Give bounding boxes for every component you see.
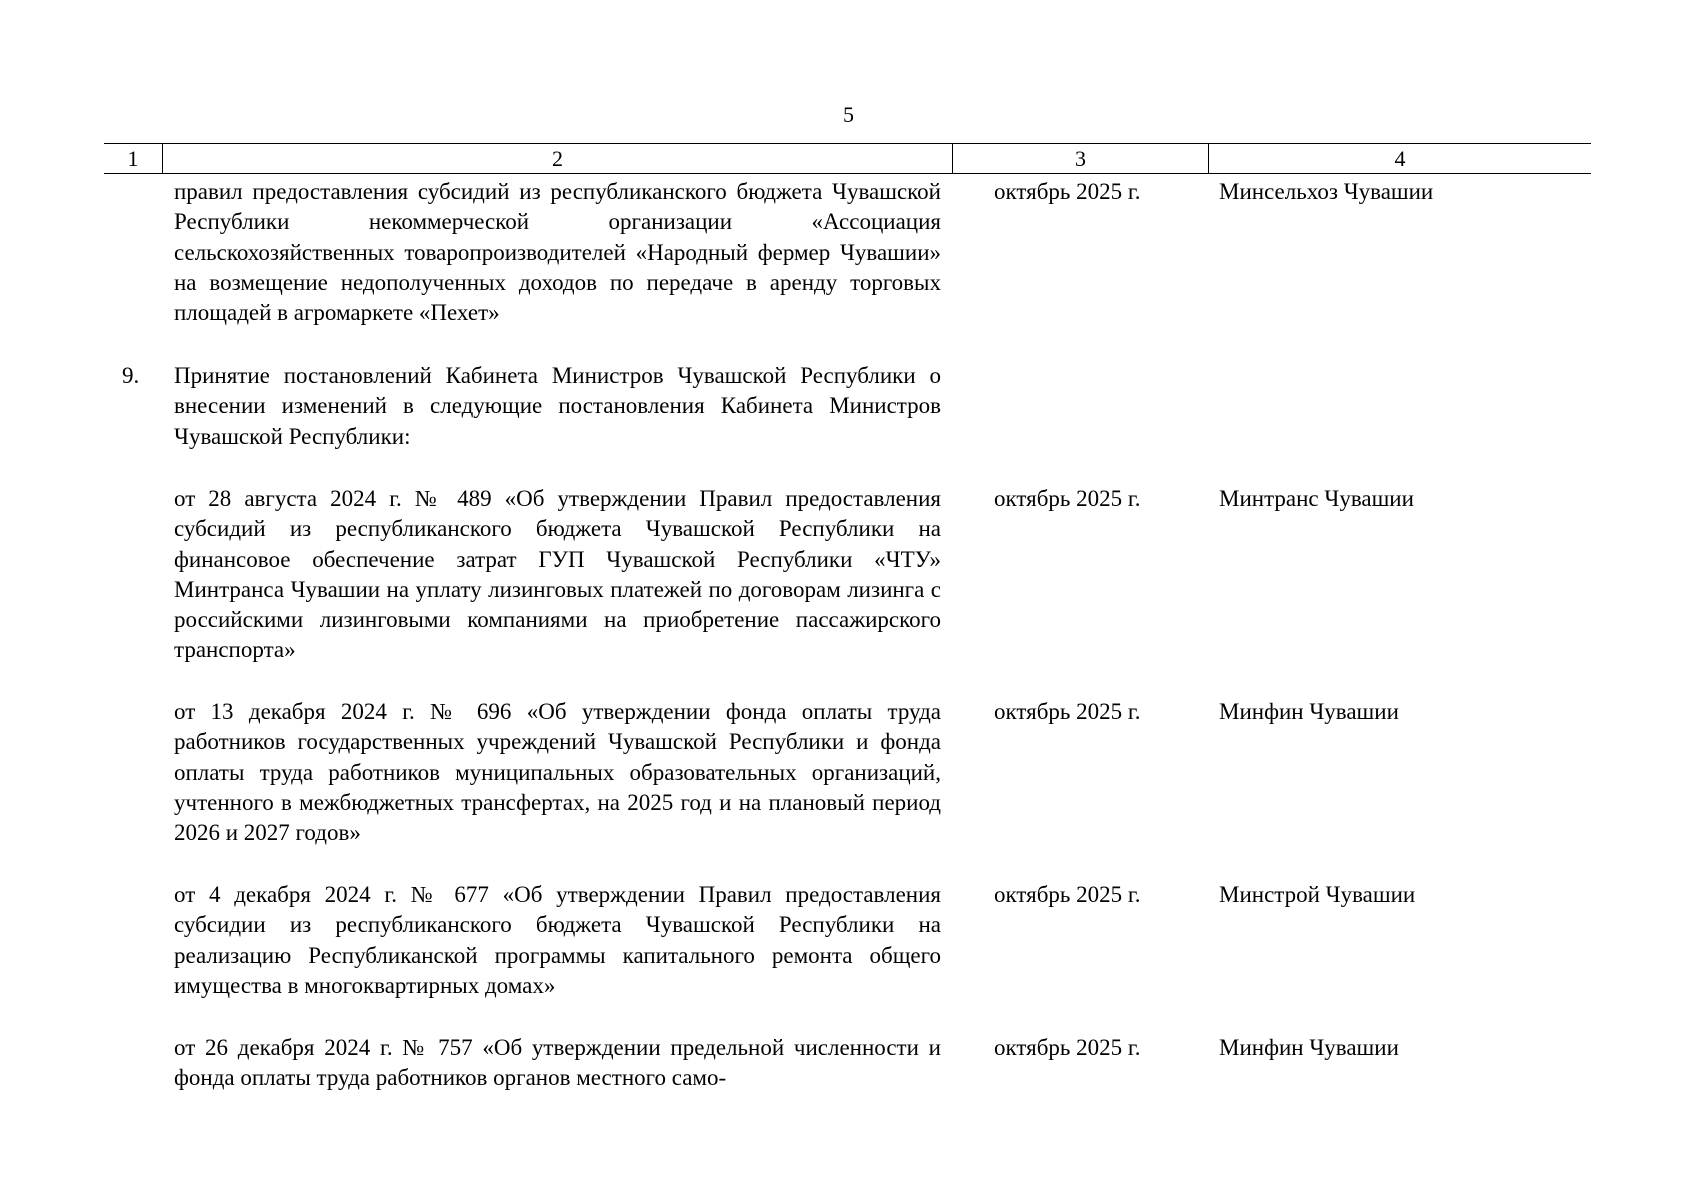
header-col-1: 1 — [127, 146, 139, 171]
row-responsible: Минтранс Чувашии — [1219, 486, 1414, 511]
table-header — [104, 143, 1591, 174]
row-description: Принятие постановлений Кабинета Министров Чувашской Республики о внесении изменений в следующие постановления Кабинета Министров Чувашской Республики: — [174, 363, 941, 449]
row-term: октябрь 2025 г. — [994, 699, 1141, 724]
row-description: от 4 декабря 2024 г. № 677 «Об утверждении Правил предоставления субсидии из республиканского бюджета Чувашской Республики на реализацию Республиканской программы капитального ремонта общего имущества в многоквартирных домах» — [174, 882, 941, 998]
row-term: октябрь 2025 г. — [994, 179, 1141, 204]
row-responsible: Минфин Чувашии — [1219, 1035, 1399, 1060]
row-term: октябрь 2025 г. — [994, 486, 1141, 511]
row-term: октябрь 2025 г. — [994, 1035, 1141, 1060]
row-description: от 28 августа 2024 г. № 489 «Об утверждении Правил предоставления субсидий из республиканского бюджета Чувашской Республики на финансовое обеспечение затрат ГУП Чувашской Республики «ЧТУ» Минтранса Чувашии на уплату лизинговых платежей по договорам лизинга с российскими лизинговыми компаниями на приобретение пассажирского транспорта» — [174, 486, 941, 663]
row-description: от 13 декабря 2024 г. № 696 «Об утверждении фонда оплаты труда работников государственных учреждений Чувашской Республики и фонда оплаты труда работников муниципальных образовательных организаций, учтенного в межбюджетных трансфертах, на 2025 год и на плановый период 2026 и 2027 годов» — [174, 699, 941, 846]
row-term: октябрь 2025 г. — [994, 882, 1141, 907]
row-number: 9. — [122, 363, 140, 388]
header-col-4: 4 — [1208, 144, 1591, 173]
row-responsible: Минсельхоз Чувашии — [1219, 179, 1434, 204]
page-number: 5 — [843, 102, 854, 127]
row-responsible: Минстрой Чувашии — [1219, 882, 1416, 907]
header-col-2: 2 — [162, 144, 952, 173]
header-col-3: 3 — [952, 144, 1208, 173]
row-description: правил предоставления субсидий из республиканского бюджета Чувашской Республики некоммерческой организации «Ассоциация сельскохозяйственных товаропроизводителей «Народный фермер Чувашии» на возмещение недополученных доходов по передаче в аренду торговых площадей в агромаркете «Пехет» — [174, 179, 941, 326]
row-responsible: Минфин Чувашии — [1219, 699, 1399, 724]
row-description: от 26 декабря 2024 г. № 757 «Об утверждении предельной численности и фонда оплаты труда работников органов местного само- — [174, 1035, 941, 1091]
